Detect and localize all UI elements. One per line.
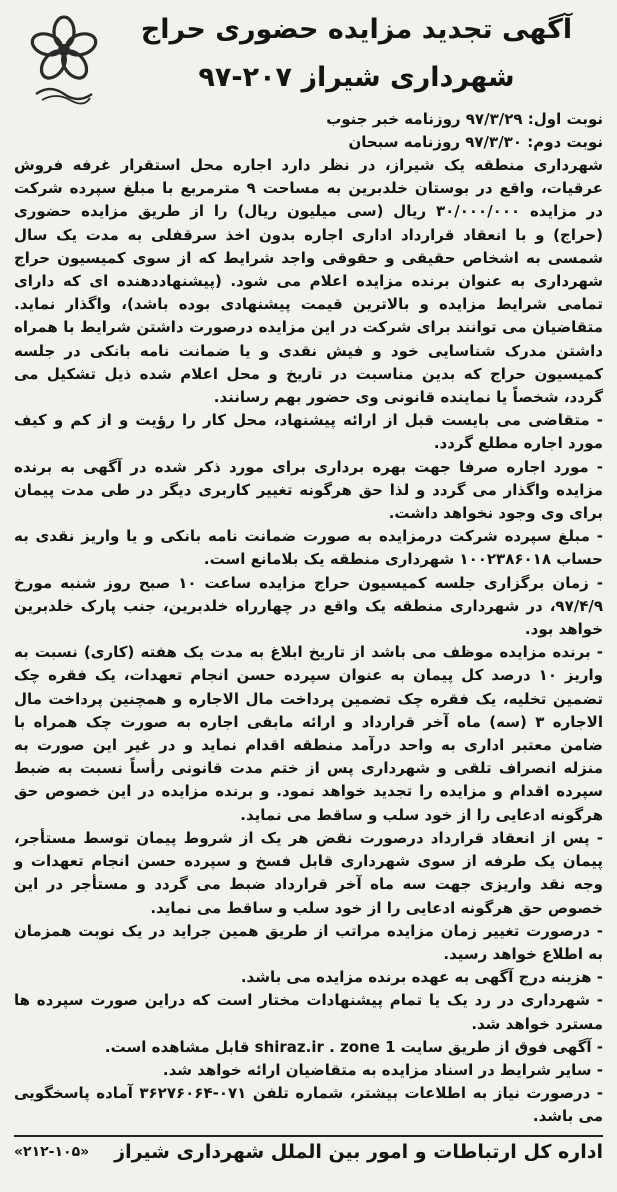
shiraz-municipality-logo-icon — [28, 14, 100, 106]
intro-paragraph: شهرداری منطقه یک شیراز، در نظر دارد اجاره محل استقرار غرفه فروش عرقیات، واقع در بوستان خلدبرین به مساحت ۹ مترمربع با مبلغ سپرده شرکت در مزایده ۳۰/۰۰۰/۰۰۰ ریال (سی میلیون ریال) را از طریق مزایده حضوری (حراج) و با انعقاد قرارداد اداری اجاره بدون اخذ سرقفلی به مدت یک سال شمسی به اشخاص حقیقی و حقوقی واجد شرایط که از سوی کمیسیون حراج شهرداری به عنوان برنده مزایده اعلام می شود. (پیشنهاددهنده ای که دارای تمامی شرایط مزایده و بالاترین قیمت پیشنهادی بوده باشد)، واگذار نماید. متقاضیان می توانند برای شرکت در این مزایده درصورت داشتن شرایط با همراه داشتن مدرک شناسایی خود و فیش نقدی و یا ضمانت نامه بانکی در جلسه کمیسیون حراج که بدین مناسبت در تاریخ و محل اعلام شده ذیل تشکیل می گردد، شخصاً یا نماینده قانونی وی حضور بهم رسانند. — [14, 156, 603, 407]
footer-divider — [14, 1135, 603, 1137]
condition-site-visit: - متقاضی می بایست قبل از ارائه پیشنهاد، محل کار را رؤیت و از کم و کیف مورد اجاره مطلع گردد. — [14, 411, 603, 453]
header — [14, 8, 603, 108]
ad-body — [14, 154, 603, 1129]
condition-contract-breach: - پس از انعقاد قرارداد درصورت نقض هر یک از شروط پیمان توسط مستأجر، پیمان یک طرفه از سوی شهرداری قابل فسخ و سپرده حسن انجام تعهدات و وجه نقد واریزی جهت سه ماه آخر قرارداد ضبط می گردد و مستأجر در این خصوص حق هرگونه ادعایی را از خود سلب و ساقط می نماید. — [14, 828, 603, 917]
second-notice: نوبت دوم: ۹۷/۳/۳۰ روزنامه سبحان — [348, 133, 603, 151]
condition-ad-cost: - هزینه درج آگهی به عهده برنده مزایده می باشد. — [240, 968, 603, 987]
first-notice: نوبت اول: ۹۷/۳/۲۹ روزنامه خبر جنوب — [326, 110, 603, 128]
condition-time-change: - درصورت تغییر زمان مزایده مراتب از طریق همین جراید در یک نوبت همزمان به اطلاع خواهد رسید. — [14, 921, 603, 963]
ad-title: آگهی تجدید مزایده حضوری حراج — [140, 14, 573, 45]
condition-winner-obligations: - برنده مزایده موظف می باشد از تاریخ ابلاغ به مدت یک هفته (کاری) نسبت به واریز ۱۰ درصد کل پیمان به عنوان سپرده حسن انجام تعهدات، یک فقره چک تضمین تخلیه، یک فقره چک تضمین پرداخت مال الاجاره و همچنین پرداخت مال الاجاره ۳ (سه) ماه آخر قرارداد و ارائه مابقی اجاره به صورت چک همراه با ضامن معتبر اداری به واحد درآمد منطقه اقدام نماید و در غیر این صورت به منزله انصراف تلقی و شهرداری پس از ختم مدت قانونی رأساً نسبت به ضبط سپرده اقدام و مزایده را تجدید خواهد نمود. و برنده مزایده در این خصوص حق هرگونه ادعایی را از خود سلب و ساقط می نماید. — [14, 643, 603, 824]
footer-organization: اداره کل ارتباطات و امور بین الملل شهرداری شیراز — [114, 1140, 603, 1163]
ad-subtitle: شهرداری شیراز ۲۰۷-۹۷ — [198, 62, 515, 93]
footer-code: «۲۱۲-۱۰۵» — [14, 1143, 90, 1160]
condition-session-time: - زمان برگزاری جلسه کمیسیون حراج مزایده ساعت ۱۰ صبح روز شنبه مورخ ۹۷/۴/۹، در شهرداری منطقه یک واقع در چهارراه خلدبرین، جنب پارک خلدبرین خواهد بود. — [14, 573, 603, 639]
condition-usage: - مورد اجاره صرفا جهت بهره برداری برای مورد ذکر شده در آگهی به برنده مزایده واگذار می گردد و لذا حق هرگونه تغییر کاربری دیگر در طی مدت پیمان برای وی وجود نخواهد داشت. — [14, 457, 603, 523]
condition-phone: - درصورت نیاز به اطلاعات بیشتر، شماره تلفن ۰۷۱-۳۶۲۷۶۰۶۴ آماده پاسخگویی می باشد. — [14, 1084, 603, 1126]
condition-documents: - سایر شرایط در اسناد مزایده به متقاضیان ارائه خواهد شد. — [162, 1060, 603, 1079]
condition-deposit: - مبلغ سپرده شرکت درمزایده به صورت ضمانت نامه بانکی و یا واریز نقدی به حساب ۱۰۰۲۳۸۶۰۱۸ شهرداری منطقه یک بلامانع است. — [14, 527, 603, 569]
condition-website: - آگهی فوق از طریق سایت shiraz.ir . zone 1 قابل مشاهده است. — [104, 1037, 603, 1056]
footer — [14, 1141, 603, 1163]
condition-rejection: - شهرداری در رد یک یا تمام پیشنهادات مختار است که دراین صورت سپرده ها مسترد خواهد شد. — [14, 991, 603, 1033]
